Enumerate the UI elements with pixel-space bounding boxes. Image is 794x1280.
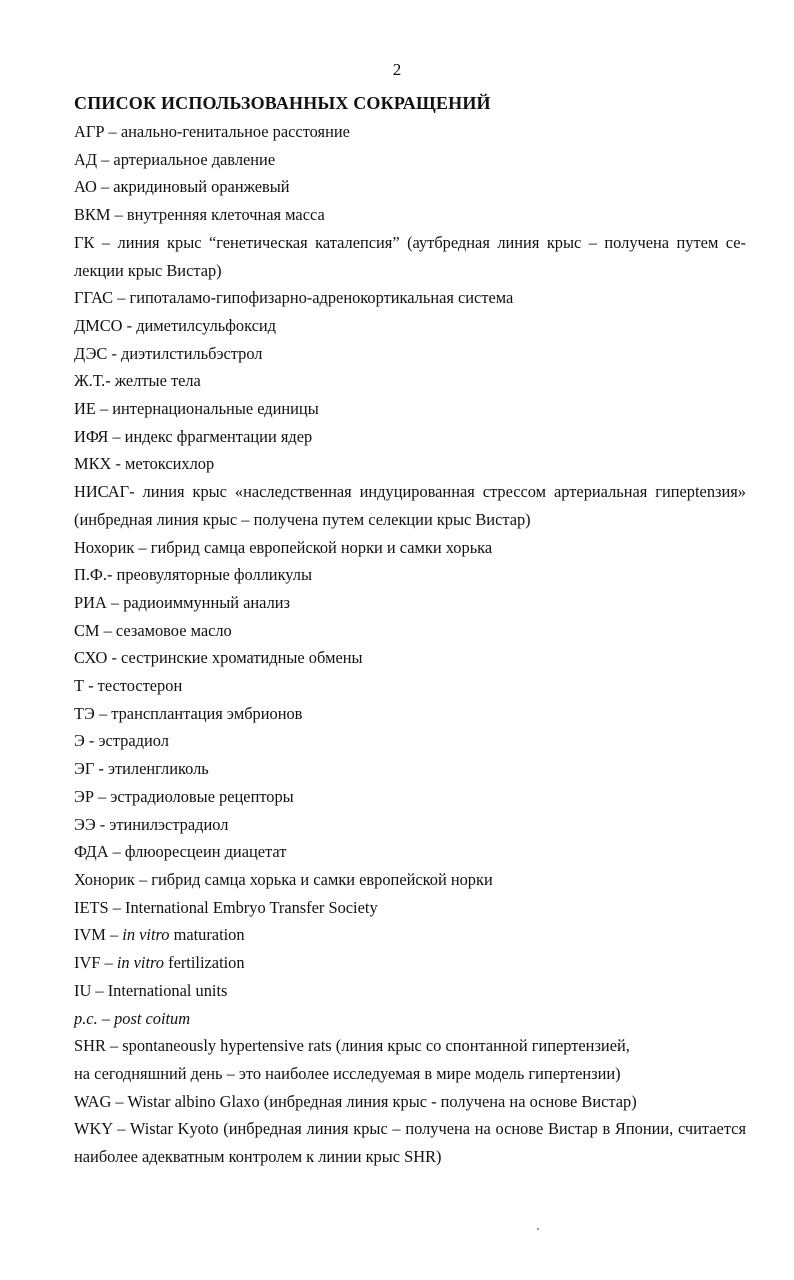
- separator: –: [104, 122, 121, 141]
- abbreviation-definition: диэтилстильбэстрол: [121, 343, 263, 363]
- abbreviation-definition: анально-генитальное расстояние: [120, 122, 350, 141]
- abbreviation-term: ДЭС: [74, 343, 108, 363]
- list-item: [74, 949, 746, 977]
- separator: -: [94, 759, 108, 779]
- abbreviation-term: Т: [74, 676, 85, 696]
- list-item: [74, 561, 746, 589]
- abbreviation-term: РИА: [74, 592, 107, 612]
- separator: –: [108, 897, 125, 917]
- page-number: 2: [392, 60, 402, 79]
- separator: –: [105, 1036, 123, 1056]
- list-item: [74, 450, 746, 478]
- list-item: [74, 589, 746, 617]
- abbreviation-term: ЭЭ: [74, 814, 96, 834]
- abbreviation-definition: International Embryo Transfer Society: [125, 897, 378, 917]
- separator: –: [134, 869, 152, 889]
- abbreviation-term: p.c.: [74, 1008, 98, 1028]
- list-item: [74, 1088, 746, 1116]
- abbreviation-definition: внутренняя клеточная масса: [126, 205, 325, 225]
- abbreviation-definition: линия крыс «наследственная индуцированная стрессом артериальная гиперtenзия» (инбредная линия крыс – получена путем селекции крыс Вистар): [74, 482, 746, 529]
- abbreviation-term: ИЕ: [74, 399, 96, 419]
- list-item: [74, 755, 746, 783]
- abbreviation-definition: радиоиммунный анализ: [123, 592, 290, 612]
- abbreviation-definition: гибрид самца хорька и самки европейской норки: [151, 869, 493, 889]
- separator: -: [122, 315, 137, 335]
- separator: -: [105, 371, 115, 391]
- abbreviation-definition: трансплантация эмбрионов: [111, 703, 303, 723]
- list-item: [74, 838, 746, 866]
- abbreviation-definition: линия крыс “генетическая каталепсия” (аутбредная линия крыс – получена путем селекции крыс Вистар): [74, 232, 747, 280]
- separator: -: [84, 731, 99, 751]
- list-item: [74, 977, 746, 1005]
- list-item: [74, 146, 746, 174]
- separator: –: [95, 399, 113, 419]
- list-item: [74, 811, 746, 839]
- abbreviation-term: Нохорик: [74, 537, 135, 557]
- abbreviation-term: АД: [74, 149, 98, 169]
- list-item: [74, 173, 746, 201]
- abbreviation-term: СХО: [74, 648, 108, 668]
- abbreviation-definition: Wistar Kyoto (инбредная линия крыс – получена на основе Вистар в Японии, считается наиболее адекватным контролем к линии крыс SHR): [74, 1119, 746, 1167]
- separator: –: [108, 842, 125, 862]
- list-item: [74, 478, 746, 533]
- abbreviation-definition: гипоталамо-гипофизарно-адренокортикальная система: [129, 288, 514, 308]
- abbreviation-definition: fertilization: [164, 953, 245, 973]
- abbreviation-term: Ж.Т.: [74, 371, 106, 391]
- latin-italic-phrase: in vitro: [122, 925, 170, 945]
- abbreviation-definition: гибрид самца европейской норки и самки хорька: [150, 537, 493, 557]
- separator: -: [95, 814, 110, 834]
- page-title: СПИСОК ИСПОЛЬЗОВАННЫХ СОКРАЩЕНИЙ: [74, 93, 491, 113]
- separator: –: [97, 149, 114, 169]
- abbreviation-definition: сезамовое масло: [115, 620, 232, 640]
- separator: -: [84, 676, 98, 696]
- abbreviation-term: Хонорик: [74, 869, 135, 889]
- latin-italic-phrase: in vitro: [116, 953, 165, 973]
- list-item: [74, 229, 746, 284]
- list-item: [74, 423, 746, 451]
- abbreviation-term: ДМСО: [74, 315, 123, 335]
- list-item: [74, 894, 746, 922]
- separator: –: [134, 537, 151, 557]
- abbreviation-term: АО: [74, 177, 97, 197]
- separator: -: [106, 565, 117, 585]
- list-item: [74, 284, 746, 312]
- abbreviation-term: IU: [74, 980, 92, 1000]
- list-item: [74, 617, 746, 645]
- abbreviation-list: [74, 118, 746, 1171]
- separator: –: [97, 1008, 115, 1028]
- abbreviation-term: ТЭ: [74, 703, 95, 723]
- abbreviation-term: ГК: [74, 232, 95, 252]
- abbreviation-term: IVM: [74, 925, 106, 945]
- separator: –: [105, 925, 123, 945]
- abbreviation-term: ИФЯ: [74, 426, 109, 446]
- abbreviation-definition: индекс фрагментации ядер: [124, 426, 313, 446]
- abbreviation-term: Э: [74, 731, 85, 751]
- list-item: [74, 1032, 746, 1060]
- separator: –: [112, 1119, 130, 1139]
- list-item: [74, 395, 746, 423]
- separator: –: [110, 205, 127, 225]
- abbreviation-definition: этинилэстрадиол: [109, 814, 229, 834]
- abbreviation-term: СМ: [74, 620, 100, 640]
- list-item: [74, 783, 746, 811]
- abbreviation-definition: International units: [107, 980, 228, 1000]
- abbreviation-definition: артериальное давление: [113, 149, 276, 169]
- abbreviation-definition: метоксихлор: [125, 454, 215, 474]
- list-item: [74, 1060, 746, 1088]
- list-item: [74, 700, 746, 728]
- list-item: [74, 672, 746, 700]
- abbreviation-definition: диметилсульфоксид: [136, 315, 277, 335]
- list-item: [74, 367, 746, 395]
- separator: –: [106, 592, 124, 612]
- separator: -: [111, 454, 125, 474]
- separator: –: [91, 980, 108, 1000]
- abbreviation-definition: акридиновый оранжевый: [113, 177, 290, 197]
- abbreviation-definition: желтые тела: [114, 371, 201, 391]
- list-item: [74, 201, 746, 229]
- abbreviation-term: АГР: [74, 122, 105, 141]
- list-item: [74, 921, 746, 949]
- abbreviation-definition: post coitum: [114, 1008, 191, 1028]
- abbreviation-definition: сестринские хроматидные обмены: [121, 648, 363, 668]
- list-item: [74, 312, 746, 340]
- abbreviation-term: ГГАС: [74, 288, 114, 308]
- abbreviation-term: МКХ: [74, 454, 112, 474]
- separator: –: [108, 426, 125, 446]
- separator: –: [111, 1091, 128, 1111]
- separator: –: [94, 703, 112, 723]
- abbreviation-definition: spontaneously hypertensive rats (линия крыс со спонтанной гипертензией,: [122, 1036, 630, 1056]
- list-item: [74, 534, 746, 562]
- list-item: [74, 727, 746, 755]
- list-item: [74, 1005, 746, 1033]
- abbreviation-term: П.Ф.: [74, 565, 107, 585]
- separator: -: [107, 648, 122, 668]
- abbreviation-term: ЭР: [74, 786, 94, 806]
- abbreviation-term: IETS: [74, 897, 109, 917]
- abbreviation-term: IVF: [74, 953, 101, 973]
- separator: –: [96, 177, 114, 197]
- abbreviation-definition: эстрадиол: [98, 731, 169, 751]
- abbreviation-term: ЭГ: [74, 759, 95, 779]
- abbreviation-term: WKY: [74, 1119, 113, 1139]
- abbreviation-term: ФДА: [74, 842, 109, 862]
- abbreviation-term: ВКМ: [74, 205, 111, 225]
- scan-speck: [537, 1228, 539, 1230]
- abbreviation-definition: флюоресцеин диацетат: [124, 842, 287, 862]
- separator: –: [94, 232, 118, 252]
- abbreviation-term: НИСАГ: [74, 482, 130, 502]
- abbreviation-term: WAG: [74, 1091, 112, 1111]
- separator: –: [99, 620, 116, 640]
- abbreviation-term: SHR: [74, 1036, 106, 1056]
- abbreviation-definition: тестостерон: [97, 676, 183, 696]
- abbreviation-definition: maturation: [169, 925, 245, 945]
- abbreviation-definition: преовуляторные фолликулы: [116, 565, 312, 585]
- abbreviation-definition: эстрадиоловые рецепторы: [110, 786, 294, 806]
- abbreviation-definition: этиленгликоль: [107, 759, 209, 779]
- list-item: [74, 118, 746, 146]
- separator: –: [93, 786, 111, 806]
- list-item: [74, 866, 746, 894]
- separator: –: [100, 953, 117, 973]
- list-item: [74, 340, 746, 368]
- abbreviation-definition: Wistar albino Glaxo (инбредная линия крыс - получена на основе Вистар): [127, 1091, 637, 1111]
- separator: –: [113, 288, 130, 308]
- abbreviation-definition: интернациональные единицы: [112, 399, 319, 419]
- separator: -: [107, 343, 121, 363]
- list-item: [74, 644, 746, 672]
- abbreviation-definition: на сегодняшний день – это наиболее исследуемая в мире модель гипертензии): [74, 1063, 621, 1083]
- list-item: [74, 1115, 746, 1170]
- separator: -: [129, 482, 143, 502]
